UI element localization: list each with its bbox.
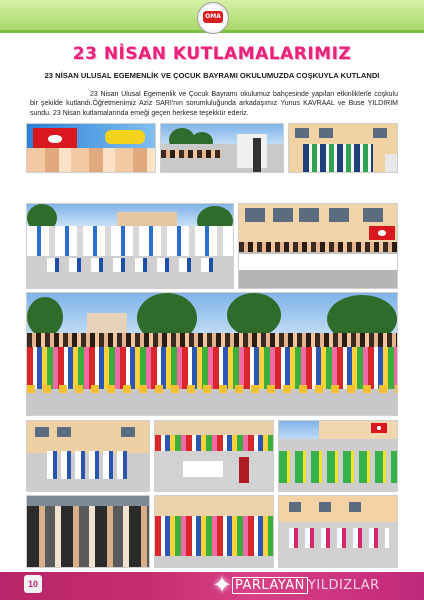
school-logo <box>197 2 229 34</box>
article-subtitle: 23 NİSAN ULUSAL EGEMENLİK VE ÇOCUK BAYRAMI OKULUMUZDA COŞKUYLA KUTLANDI <box>44 71 380 80</box>
photo-children-flag-collage <box>26 123 156 173</box>
photo-collage <box>26 123 398 568</box>
photo-crowd-celebration <box>26 292 398 416</box>
magazine-brand <box>232 578 402 594</box>
brand-part-1: PARLAYAN <box>232 577 308 594</box>
photo-guests-seated <box>26 495 150 568</box>
photo-white-uniform-dance <box>26 203 234 289</box>
photo-folk-dance <box>154 420 274 492</box>
photo-ceremony-podium <box>160 123 284 173</box>
photo-students-building <box>288 123 398 173</box>
photo-students-tables <box>238 203 398 289</box>
photo-green-costumes <box>278 420 398 492</box>
brand-part-2: YILDIZLAR <box>307 578 380 593</box>
photo-schoolyard-line <box>26 420 150 492</box>
logo-text: OMA <box>203 11 223 23</box>
sparkle-star-icon: ✦ <box>211 572 233 599</box>
article-body: 23 Nisan Ulusal Egemenlik ve Çocuk Bayramı okulumuz bahçesinde yapılan etkinliklerle coşkulu bir şekilde kutlandı.Öğretmenimiz Aziz SARI'nın sorumluluğunda arkadaşımız Yunus KAVRAAL ve Buse YILDIRIM sundu. 23 Nisan kutlamalarında emeği geçen herkese teşekkür ederiz. <box>30 91 398 117</box>
photo-schoolyard-group <box>278 495 398 568</box>
page-title: 23 NİSAN KUTLAMALARIMIZ <box>72 44 352 64</box>
photo-children-performance <box>154 495 274 568</box>
page-number: 10 <box>24 575 42 593</box>
